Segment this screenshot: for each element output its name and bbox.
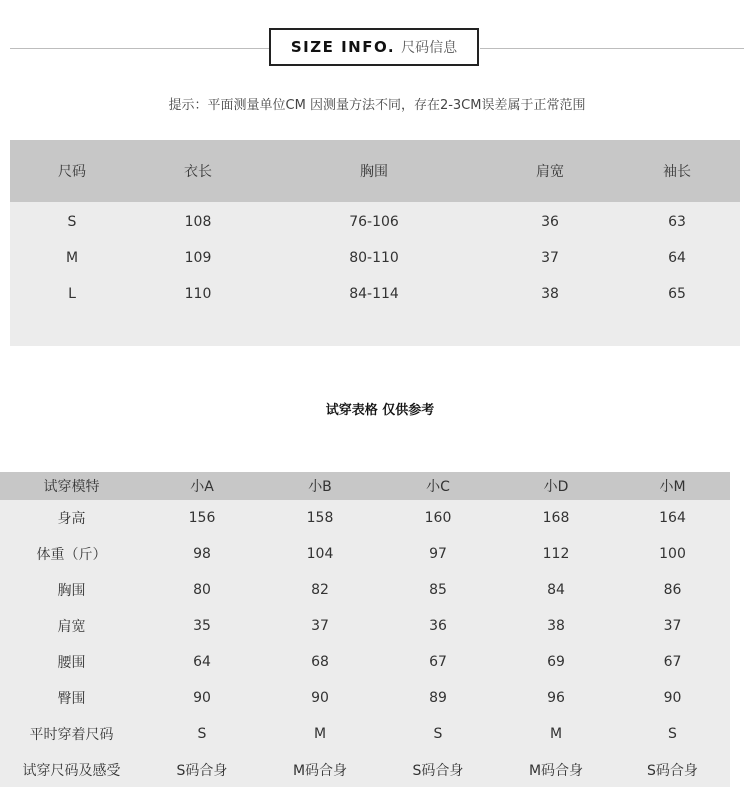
trial-table-title: 试穿表格 仅供参考 <box>325 403 435 418</box>
trial-header-cell: 小A <box>190 479 214 495</box>
trial-cell: 104 <box>306 546 334 562</box>
trial-cell: 96 <box>547 690 565 706</box>
trial-cell: 67 <box>429 654 447 670</box>
trial-cell: S <box>668 726 677 742</box>
size-cell: S <box>67 214 77 230</box>
trial-table <box>0 472 730 787</box>
trial-cell: 90 <box>311 690 329 706</box>
size-header-cell: 袖长 <box>663 164 691 180</box>
table-row <box>0 536 730 572</box>
size-header-cell: 肩宽 <box>536 164 564 180</box>
trial-cell: S码合身 <box>176 763 228 779</box>
trial-cell: M码合身 <box>292 763 348 779</box>
trial-header-cell: 小D <box>543 479 569 495</box>
size-cell: 36 <box>541 214 559 230</box>
trial-cell: 85 <box>429 582 447 598</box>
trial-cell: 试穿尺码及感受 <box>22 763 121 779</box>
table-row <box>0 608 730 644</box>
trial-cell: S码合身 <box>412 763 464 779</box>
trial-cell: 肩宽 <box>57 619 86 635</box>
trial-cell: 80 <box>193 582 211 598</box>
trial-header-cell: 小B <box>308 479 332 495</box>
trial-cell: 37 <box>311 618 329 634</box>
trial-cell: 69 <box>547 654 565 670</box>
trial-cell: 90 <box>193 690 211 706</box>
size-cell: 64 <box>668 250 686 266</box>
trial-cell: 臀围 <box>57 691 86 707</box>
trial-cell: 168 <box>542 510 570 526</box>
trial-cell: 98 <box>193 546 211 562</box>
size-cell: 65 <box>668 286 686 302</box>
trial-cell: 67 <box>663 654 682 670</box>
trial-cell: 35 <box>193 618 211 634</box>
trial-cell: M <box>313 726 327 742</box>
trial-cell: 160 <box>424 510 452 526</box>
title-divider-left <box>10 48 270 49</box>
size-header-cell: 尺码 <box>58 164 86 180</box>
size-cell: 109 <box>184 250 212 266</box>
size-table <box>10 140 740 346</box>
table-row <box>0 572 730 608</box>
trial-cell: 38 <box>547 618 565 634</box>
size-cell: 76-106 <box>349 214 399 230</box>
trial-cell: 89 <box>429 690 447 706</box>
size-cell: 80-110 <box>349 250 399 266</box>
size-cell: 110 <box>184 286 212 302</box>
trial-cell: 64 <box>193 654 211 670</box>
trial-cell: 82 <box>311 582 329 598</box>
size-table-header <box>10 140 740 202</box>
trial-cell: 156 <box>188 510 216 526</box>
table-row <box>0 680 730 716</box>
trial-cell: M <box>549 726 563 742</box>
trial-header-cell: 试穿模特 <box>43 479 100 495</box>
size-cell: M <box>65 250 79 266</box>
size-cell: 37 <box>541 250 559 266</box>
table-row <box>10 240 740 276</box>
table-row <box>0 500 730 536</box>
trial-cell: 68 <box>311 654 329 670</box>
trial-cell: 36 <box>429 618 447 634</box>
section-title-box <box>269 28 479 66</box>
size-cell: 38 <box>541 286 559 302</box>
table-row <box>10 204 740 240</box>
table-row <box>10 276 740 312</box>
trial-table-header <box>0 472 730 500</box>
trial-cell: 90 <box>663 690 682 706</box>
trial-cell: 身高 <box>57 511 86 527</box>
size-cell: 63 <box>668 214 686 230</box>
size-cell: 108 <box>184 214 212 230</box>
trial-cell: 84 <box>547 582 565 598</box>
size-header-cell: 衣长 <box>184 164 212 180</box>
trial-cell: 胸围 <box>57 583 86 599</box>
table-row <box>0 716 730 752</box>
trial-header-cell: 小C <box>426 479 450 495</box>
trial-cell: 97 <box>429 546 447 562</box>
measurement-tip: 提示：平面测量单位CM 因测量方法不同，存在2-3CM误差属于正常范围 <box>168 98 586 113</box>
trial-cell: 86 <box>663 582 682 598</box>
trial-cell: 100 <box>659 546 686 562</box>
section-title-cn: 尺码信息 <box>401 40 458 56</box>
section-title-en: SIZE INFO. <box>290 38 396 56</box>
trial-cell: 平时穿着尺码 <box>29 727 114 743</box>
table-row <box>0 644 730 680</box>
size-header-cell: 胸围 <box>360 164 388 180</box>
trial-cell: 体重（斤） <box>36 547 107 563</box>
trial-cell: S <box>433 726 443 742</box>
table-row <box>0 752 730 788</box>
trial-cell: 158 <box>306 510 334 526</box>
trial-cell: 37 <box>663 618 682 634</box>
trial-cell: 腰围 <box>57 655 86 671</box>
size-cell: 84-114 <box>349 286 399 302</box>
trial-cell: 164 <box>659 510 686 526</box>
title-divider-right <box>480 48 744 49</box>
trial-header-cell: 小M <box>659 479 686 495</box>
trial-cell: 112 <box>542 546 570 562</box>
size-cell: L <box>68 286 76 302</box>
trial-cell: S码合身 <box>647 763 698 779</box>
trial-cell: M码合身 <box>528 763 584 779</box>
trial-cell: S <box>197 726 207 742</box>
